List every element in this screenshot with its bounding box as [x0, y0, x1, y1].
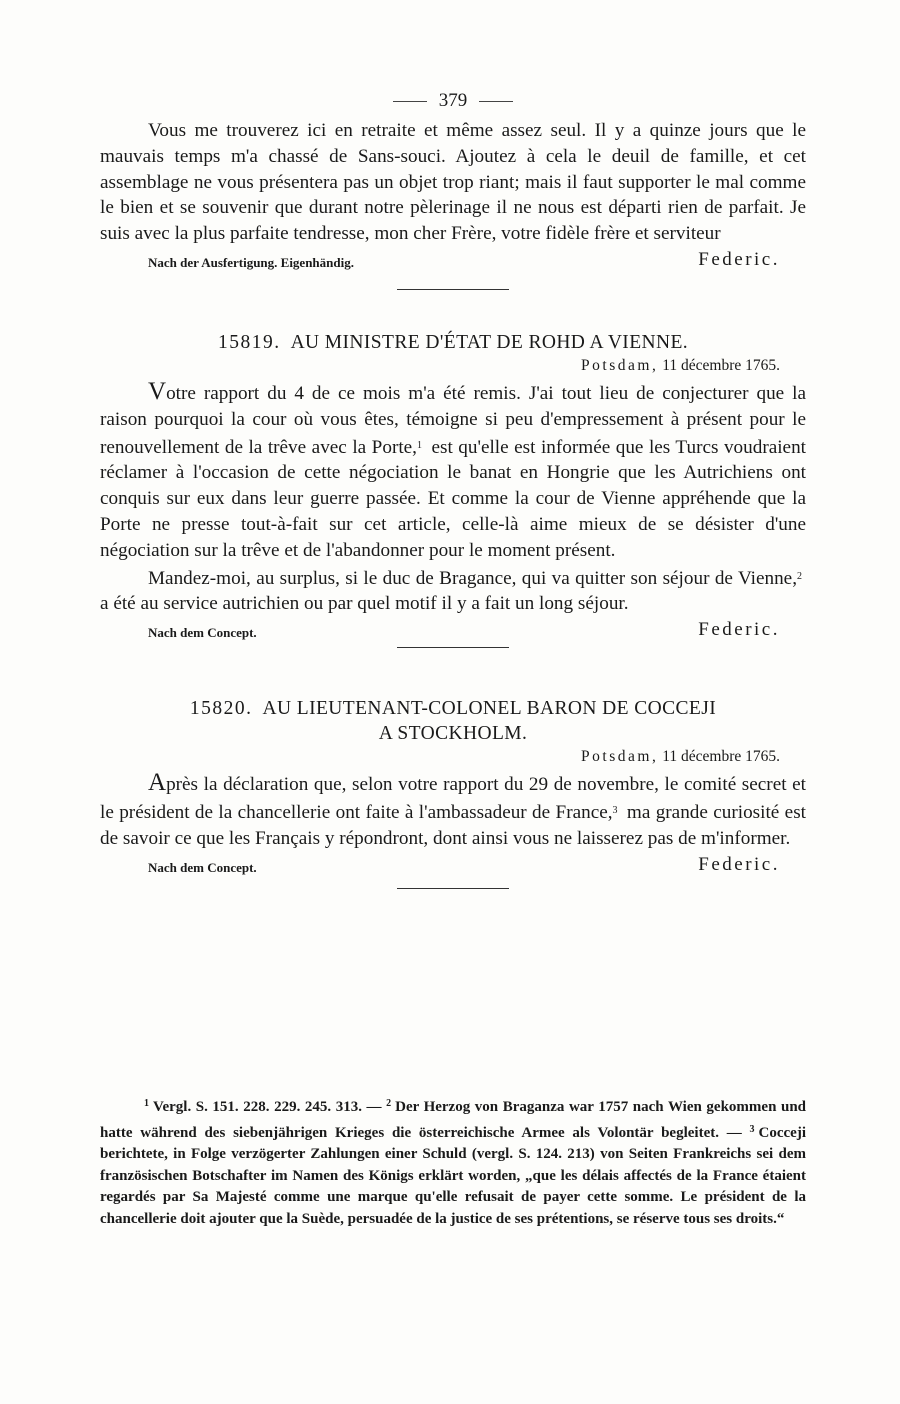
intro-signature-row — [100, 249, 806, 275]
signature: Federic. — [698, 619, 780, 641]
letter-15819-paragraph-2 — [100, 564, 806, 618]
page — [100, 84, 806, 889]
footnotes — [100, 1093, 806, 1230]
section-divider — [397, 289, 509, 290]
source-note: Nach dem Concept. — [148, 859, 257, 875]
footnote-marker: 2 — [386, 1098, 392, 1109]
paragraph-text: ma grande curiosité est de savoir ce que les Français y répondront, dont ainsi vous ne laisserez pas de m'informer. — [100, 801, 807, 849]
page-header — [100, 84, 806, 118]
source-note: Nach dem Concept. — [148, 625, 257, 641]
dropcap: A — [148, 769, 167, 797]
section-divider — [397, 888, 509, 889]
dateline-date: 11 décembre 1765. — [662, 748, 780, 766]
header-dash-left — [393, 101, 427, 102]
letter-title-line-2: A STOCKHOLM. — [378, 723, 528, 745]
intro-signature: Federic. — [698, 248, 780, 270]
dateline-date: 11 décembre 1765. — [662, 356, 780, 374]
intro-source-note: Nach der Ausfertigung. Eigenhändig. — [148, 254, 354, 270]
dateline-place: Potsdam, — [581, 356, 659, 374]
signature: Federic. — [698, 853, 780, 875]
letter-number: 15819. — [217, 331, 281, 353]
header-dash-right — [479, 101, 513, 102]
letter-15819-signature-row — [100, 619, 806, 645]
letter-15820-dateline — [100, 746, 806, 768]
footnote-text: Der Herzog von Braganza war 1757 nach Wien gekommen und hatte während des siebenjährigen Krieges die österreichische Armee als Volontär begleitet. — — [100, 1099, 807, 1141]
footnote-text: Cocceji berichtete, in Folge verzögerter Zahlungen einer Schuld (vergl. S. 124. 213) von Seiten Frankreichs sei dem französischen Botschafter im Namen des Königs erklärt worden, „que les délais affectés de la France étaient regardés par Sa Majesté comme une marque qu'elle refusait de payer cette somme. Le président de la chancellerie doit ajouter que la Suède, persuadée de la justice de ses prétentions, se réserve tous ses droits.“ — [100, 1124, 806, 1227]
paragraph-text: est qu'elle est informée que les Turcs voudraient réclamer à l'occasion de cette négociation le banat en Hongrie que les Autrichiens ont conquis sur eux dans leur guerre passée. Et comme la cour de Vienne appréhende que la Porte ne presse tout-à-fait sur cet article, celle-là aime mieux de se désister d'une négociation sur la trêve et de l'abandonner pour le moment présent. — [100, 436, 806, 561]
letter-15820-signature-row — [100, 854, 806, 880]
paragraph-text: otre rapport du 4 de ce mois m'a été remis. J'ai tout lieu de conjecturer que la raison pourquoi la cour où vous êtes, témoigne si peu d'empressement à présent pour le renouvellement de la trêve avec la Porte, — [100, 382, 806, 458]
section-divider — [397, 647, 509, 648]
letter-15819-dateline — [100, 355, 806, 377]
letter-15820-heading — [100, 696, 806, 746]
footnote-marker: 1 — [144, 1098, 149, 1109]
letter-title: AU LIEUTENANT-COLONEL BARON DE COCCEJI — [262, 698, 717, 720]
intro-paragraph: Vous me trouverez ici en retraite et même assez seul. Il y a quinze jours que le mauvais temps m'a chassé de Sans-souci. Ajoutez à cela le deuil de famille, et cet assemblage ne vous présentera pas un objet trop riant; mais il faut supporter le mal comme le bien et se souvenir que durant notre pèlerinage il ne nous est départi rien de parfait. Je suis avec la plus parfaite tendresse, mon cher Frère, votre fidèle frère et serviteur — [100, 120, 806, 245]
dateline-place: Potsdam, — [581, 748, 659, 766]
footnote-marker: 3 — [749, 1123, 755, 1135]
footnote-block — [100, 1093, 806, 1230]
letter-15820-paragraph-1 — [100, 770, 806, 851]
footnote-text: Vergl. S. 151. 228. 229. 245. 313. — — [153, 1099, 382, 1115]
dropcap: V — [148, 377, 167, 405]
paragraph-text: près la déclaration que, selon votre rapport du 29 de novembre, le comité secret et le président de la chancellerie ont faite à l'ambassadeur de France, — [100, 774, 806, 823]
page-number: 379 — [438, 90, 468, 111]
letter-15819-paragraph-1 — [100, 379, 806, 564]
paragraph-text: Mandez-moi, au surplus, si le duc de Bragance, qui va quitter son séjour de Vienne, — [148, 567, 797, 589]
letter-title: AU MINISTRE D'ÉTAT DE ROHD A VIENNE. — [290, 331, 689, 353]
paragraph-text: a été au service autrichien ou par quel motif il y a fait un long séjour. — [100, 593, 629, 615]
footnote-marker: 1 — [416, 439, 422, 451]
letter-number: 15820. — [189, 698, 253, 720]
letter-15819-heading — [100, 330, 806, 355]
footnote-marker: 3 — [612, 804, 618, 816]
footnote-marker: 2 — [797, 570, 802, 582]
